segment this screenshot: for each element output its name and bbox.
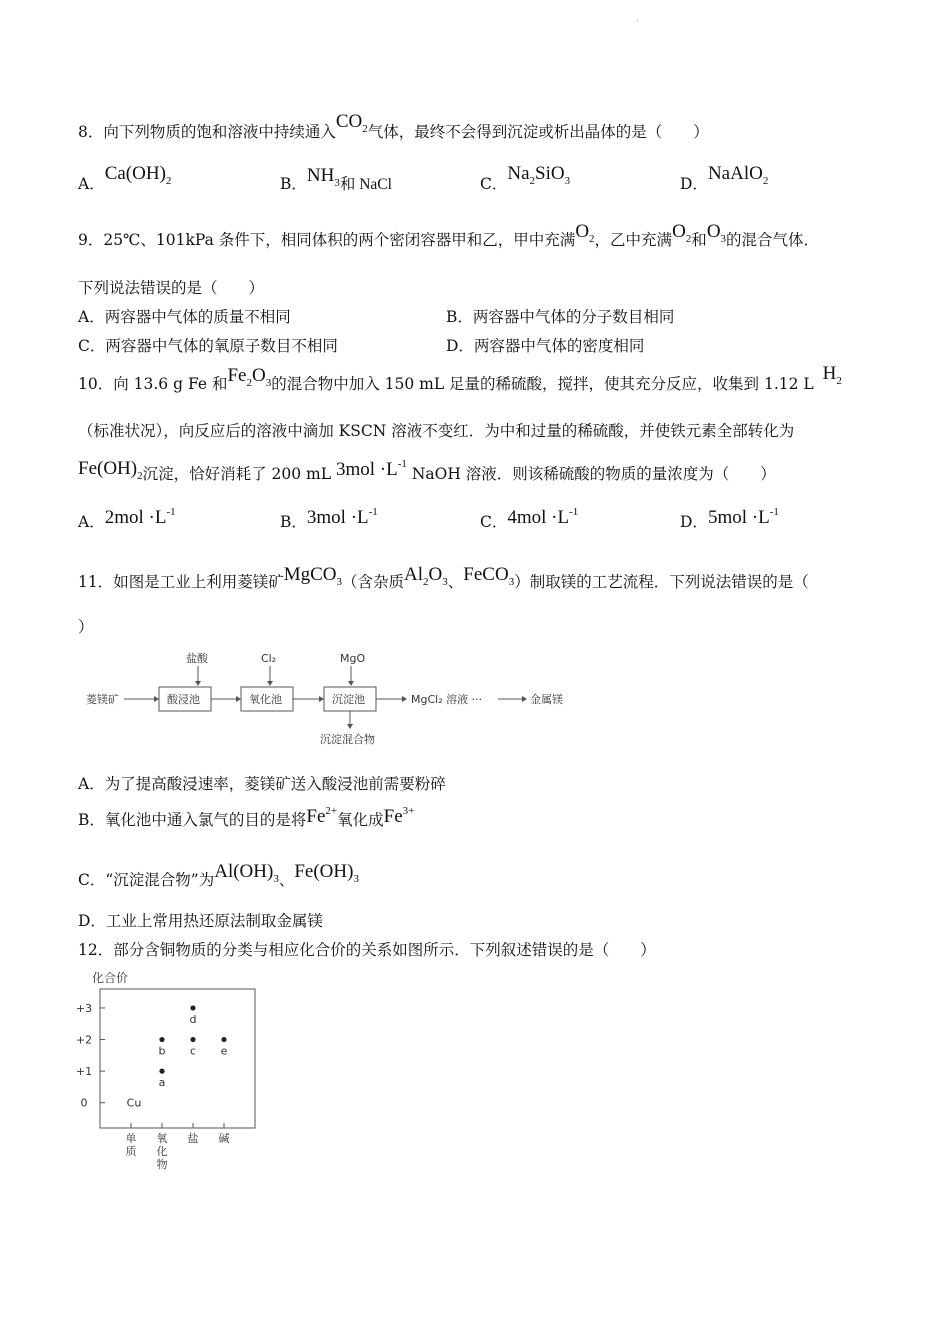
chart-ylabel: 化合价 bbox=[92, 971, 129, 985]
y-tick-label: +3 bbox=[75, 1001, 93, 1015]
point-label-a: a bbox=[158, 1076, 166, 1090]
q10-option-c[interactable]: C．$4mol \cdot L^{-1}$ bbox=[480, 506, 579, 531]
question-10-stem: 10．向 13.6 g Fe 和$Fe_2O_3$的混合物中加入 150 mL 足量的稀硫酸，搅拌，使其充分反应，收集到 1.12 L $H_2$ bbox=[78, 363, 842, 393]
flow-arrowhead-down-precip bbox=[347, 724, 353, 729]
point-d bbox=[190, 1005, 195, 1010]
x-tick-label: 氧 bbox=[156, 1132, 168, 1145]
flow-arrowhead-4 bbox=[402, 696, 407, 702]
header-mark: . bbox=[636, 14, 639, 23]
x-tick-label: 盐 bbox=[187, 1132, 199, 1145]
flow-arrowhead-1 bbox=[154, 696, 159, 702]
q9-option-d[interactable]: D．两容器中气体的密度相同 bbox=[446, 337, 645, 355]
q8-stem-text: 8．向下列物质的饱和溶液中持续通入 bbox=[78, 123, 336, 141]
y-tick-label: +1 bbox=[75, 1065, 93, 1079]
flow-product-label: MgCl₂ 溶液 ··· bbox=[411, 693, 483, 706]
flow-arrowhead-2 bbox=[236, 696, 241, 702]
point-label-cu: Cu bbox=[126, 1096, 142, 1110]
x-tick-label: 单 bbox=[125, 1132, 137, 1145]
point-a bbox=[159, 1069, 164, 1074]
flow-arrowhead-5 bbox=[522, 696, 527, 702]
flow-precip-label: 沉淀混合物 bbox=[320, 733, 375, 746]
q8-tail: 气体，最终不会得到沉淀或析出晶体的是（ ） bbox=[367, 123, 709, 141]
q9-option-c[interactable]: C．两容器中气体的氧原子数目不相同 bbox=[78, 337, 338, 355]
flow-start-label: 菱镁矿 bbox=[86, 693, 119, 706]
q11-option-c[interactable]: C．“沉淀混合物”为$Al(OH)_3$、$Fe(OH)_3$ bbox=[78, 861, 359, 889]
q8-option-b[interactable]: B．$NH_3$和 NaCl bbox=[280, 165, 392, 193]
point-b bbox=[159, 1037, 164, 1042]
q9-option-b[interactable]: B．两容器中气体的分子数目相同 bbox=[446, 308, 675, 326]
point-c bbox=[190, 1037, 195, 1042]
y-tick-label: +2 bbox=[75, 1033, 93, 1047]
flow-end-label: 金属镁 bbox=[530, 693, 563, 706]
q9-line2: 下列说法错误的是（ ） bbox=[78, 279, 265, 297]
q8-co2: $CO_2$ bbox=[335, 111, 368, 135]
q10-line3: $Fe(OH)_2$沉淀，恰好消耗了 200 mL $3mol \cdot L^{-1}$ NaOH 溶液．则该稀硫酸的物质的量浓度为（ ） bbox=[78, 458, 776, 483]
q10-option-a[interactable]: A．$2mol \cdot L^{-1}$ bbox=[78, 506, 176, 531]
flow-reagent-1: 盐酸 bbox=[186, 652, 208, 665]
y-tick-label: 0 bbox=[80, 1096, 88, 1110]
flow-arrowhead-down-2 bbox=[267, 681, 273, 686]
question-11-stem: 11．如图是工业上利用菱镁矿MgCO$_3$（含杂质$Al_2O_3$、FeCO$_3$）制取镁的工艺流程．下列说法错误的是（ bbox=[78, 564, 809, 591]
flow-reagent-3: MgO bbox=[340, 652, 366, 665]
point-label-c: c bbox=[189, 1044, 197, 1058]
flow-box-2-label: 氧化池 bbox=[249, 693, 282, 706]
q12-valence-chart bbox=[75, 965, 268, 1180]
flow-reagent-2: Cl₂ bbox=[261, 652, 277, 665]
q8-option-c[interactable]: C．$Na_2SiO_3$ bbox=[480, 163, 571, 193]
q11-option-b[interactable]: B．氧化池中通入氯气的目的是将$Fe^{2+}$氧化成$Fe^{3+}$ bbox=[78, 805, 415, 829]
q11-line2: ） bbox=[78, 618, 94, 636]
point-e bbox=[221, 1037, 226, 1042]
flow-box-1-label: 酸浸池 bbox=[167, 693, 200, 706]
flow-arrowhead-down-3 bbox=[348, 681, 354, 686]
chart-frame bbox=[100, 989, 255, 1128]
question-8-stem bbox=[78, 111, 709, 145]
q11-process-flowchart bbox=[78, 648, 578, 748]
x-tick-label: 物 bbox=[156, 1158, 168, 1171]
q10-option-b[interactable]: B．$3mol \cdot L^{-1}$ bbox=[280, 506, 378, 531]
question-12-stem: 12．部分含铜物质的分类与相应化合价的关系如图所示．下列叙述错误的是（ ） bbox=[78, 941, 656, 959]
q8-option-d[interactable]: D．NaAlO$_2$ bbox=[680, 163, 769, 193]
question-9-stem: 9．25℃、101kPa 条件下，相同体积的两个密闭容器甲和乙，甲中充满$O_2$，乙中充满$O_2$和$O_3$的混合气体． bbox=[78, 221, 820, 249]
point-label-e: e bbox=[220, 1044, 228, 1058]
x-tick-label: 化 bbox=[156, 1145, 168, 1158]
q9-option-a[interactable]: A．两容器中气体的质量不相同 bbox=[78, 308, 291, 326]
q11-option-a[interactable]: A．为了提高酸浸速率，菱镁矿送入酸浸池前需要粉碎 bbox=[78, 775, 446, 793]
x-tick-label: 质 bbox=[125, 1145, 137, 1158]
flow-arrowhead-down-1 bbox=[195, 681, 201, 686]
point-label-d: d bbox=[189, 1012, 197, 1026]
q8-option-a[interactable]: A．$Ca(OH)_2$ bbox=[78, 163, 172, 193]
q10-option-d[interactable]: D．$5mol \cdot L^{-1}$ bbox=[680, 506, 779, 531]
flow-arrowhead-3 bbox=[319, 696, 324, 702]
x-tick-label: 碱 bbox=[218, 1132, 230, 1145]
flow-box-3-label: 沉淀池 bbox=[332, 693, 365, 706]
q10-line2: （标准状况），向反应后的溶液中滴加 KSCN 溶液不变红．为中和过量的稀硫酸，并使铁元素全部转化为 bbox=[78, 422, 795, 440]
point-label-b: b bbox=[158, 1044, 166, 1058]
q11-option-d[interactable]: D．工业上常用热还原法制取金属镁 bbox=[78, 912, 323, 930]
